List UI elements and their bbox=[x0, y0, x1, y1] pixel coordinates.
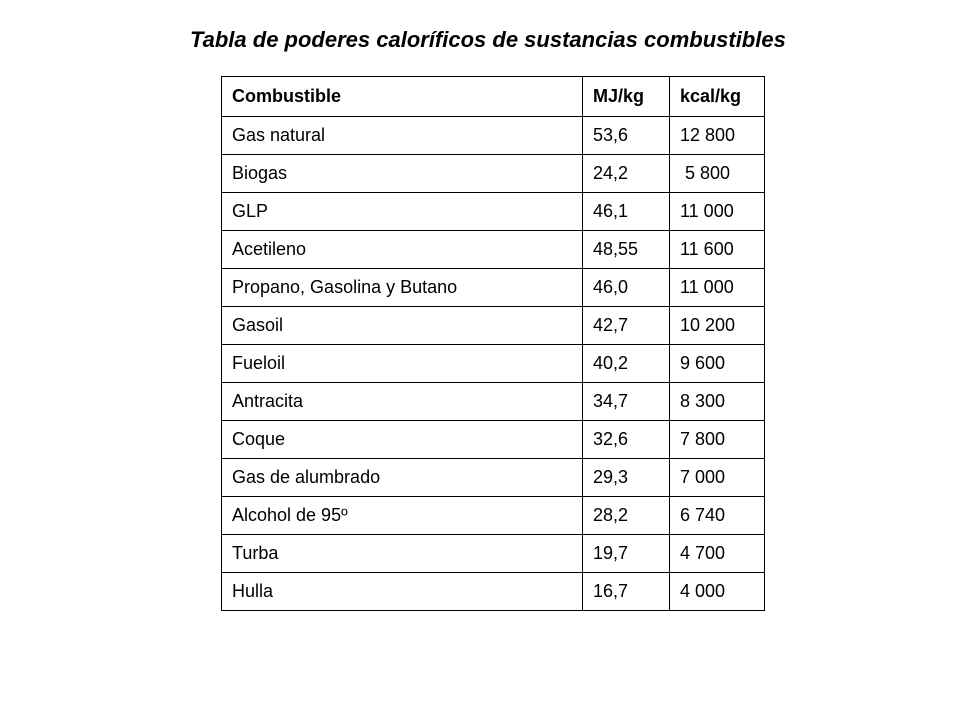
cell-fuel-name: Fueloil bbox=[222, 345, 583, 383]
table-row bbox=[222, 459, 765, 497]
table-row bbox=[222, 117, 765, 155]
table-row bbox=[222, 269, 765, 307]
cell-kcal-kg: 10 200 bbox=[670, 307, 765, 345]
cell-kcal-kg: 4 700 bbox=[670, 535, 765, 573]
cell-kcal-kg: 8 300 bbox=[670, 383, 765, 421]
cell-mj-kg: 53,6 bbox=[583, 117, 670, 155]
cell-fuel-name: Gas de alumbrado bbox=[222, 459, 583, 497]
cell-fuel-name: Biogas bbox=[222, 155, 583, 193]
table-row bbox=[222, 421, 765, 459]
table-row bbox=[222, 193, 765, 231]
table-row bbox=[222, 307, 765, 345]
cell-kcal-kg: 11 000 bbox=[670, 193, 765, 231]
cell-mj-kg: 32,6 bbox=[583, 421, 670, 459]
header-combustible: Combustible bbox=[222, 77, 583, 117]
cell-fuel-name: GLP bbox=[222, 193, 583, 231]
table-row bbox=[222, 535, 765, 573]
table-row bbox=[222, 231, 765, 269]
table-body bbox=[222, 117, 765, 611]
cell-mj-kg: 48,55 bbox=[583, 231, 670, 269]
cell-fuel-name: Acetileno bbox=[222, 231, 583, 269]
cell-fuel-name: Propano, Gasolina y Butano bbox=[222, 269, 583, 307]
cell-fuel-name: Coque bbox=[222, 421, 583, 459]
cell-mj-kg: 40,2 bbox=[583, 345, 670, 383]
cell-kcal-kg: 6 740 bbox=[670, 497, 765, 535]
cell-mj-kg: 46,0 bbox=[583, 269, 670, 307]
cell-fuel-name: Antracita bbox=[222, 383, 583, 421]
cell-fuel-name: Turba bbox=[222, 535, 583, 573]
cell-fuel-name: Hulla bbox=[222, 573, 583, 611]
cell-kcal-kg: 7 000 bbox=[670, 459, 765, 497]
header-kcal-kg: kcal/kg bbox=[670, 77, 765, 117]
cell-kcal-kg: 12 800 bbox=[670, 117, 765, 155]
cell-kcal-kg: 9 600 bbox=[670, 345, 765, 383]
cell-mj-kg: 19,7 bbox=[583, 535, 670, 573]
table-row bbox=[222, 497, 765, 535]
cell-fuel-name: Gas natural bbox=[222, 117, 583, 155]
cell-mj-kg: 46,1 bbox=[583, 193, 670, 231]
cell-mj-kg: 29,3 bbox=[583, 459, 670, 497]
cell-kcal-kg: 7 800 bbox=[670, 421, 765, 459]
cell-mj-kg: 24,2 bbox=[583, 155, 670, 193]
table-row bbox=[222, 573, 765, 611]
cell-kcal-kg: 11 000 bbox=[670, 269, 765, 307]
table-row bbox=[222, 155, 765, 193]
table-header-row bbox=[222, 77, 765, 117]
cell-mj-kg: 34,7 bbox=[583, 383, 670, 421]
page-title: Tabla de poderes caloríficos de sustancias combustibles bbox=[190, 27, 786, 52]
cell-kcal-kg: 5 800 bbox=[670, 155, 765, 193]
table-row bbox=[222, 383, 765, 421]
cell-kcal-kg: 4 000 bbox=[670, 573, 765, 611]
cell-fuel-name: Gasoil bbox=[222, 307, 583, 345]
cell-mj-kg: 28,2 bbox=[583, 497, 670, 535]
calorific-values-table bbox=[221, 76, 765, 611]
cell-mj-kg: 16,7 bbox=[583, 573, 670, 611]
header-mj-kg: MJ/kg bbox=[583, 77, 670, 117]
cell-mj-kg: 42,7 bbox=[583, 307, 670, 345]
cell-fuel-name: Alcohol de 95º bbox=[222, 497, 583, 535]
cell-kcal-kg: 11 600 bbox=[670, 231, 765, 269]
table-row bbox=[222, 345, 765, 383]
